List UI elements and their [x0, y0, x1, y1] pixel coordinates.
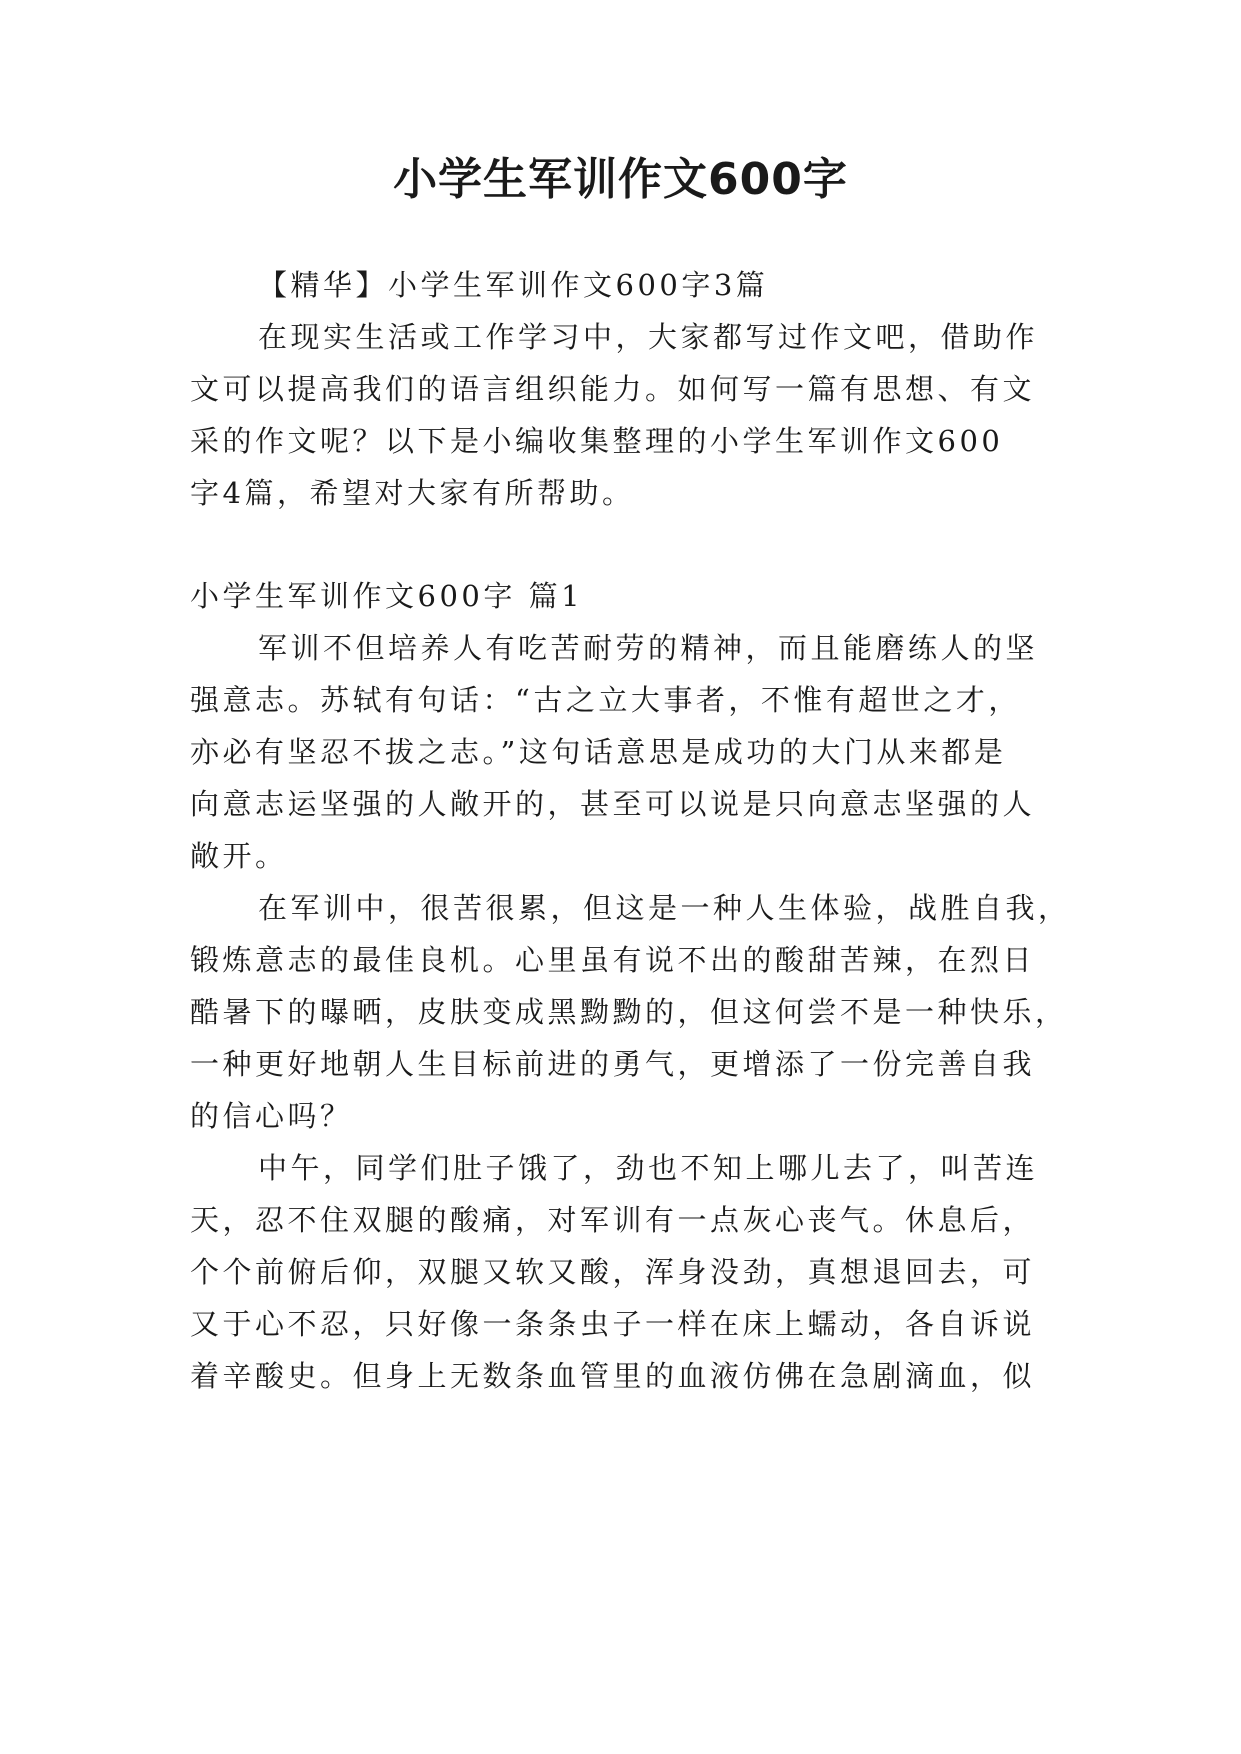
paragraph-line: 军训不但培养人有吃苦耐劳的精神，而且能磨练人的坚: [258, 631, 1039, 665]
paragraph-line: 向意志运坚强的人敞开的，甚至可以说是只向意志坚强的人: [190, 787, 1036, 821]
document-title: 小学生军训作文600字: [393, 154, 848, 205]
paragraph-line: 又于心不忍，只好像一条条虫子一样在床上蠕动，各自诉说: [190, 1307, 1036, 1341]
document-subtitle: 【精华】小学生军训作文600字3篇: [258, 268, 769, 302]
paragraph-line: 中午，同学们肚子饿了，劲也不知上哪儿去了，叫苦连: [258, 1151, 1039, 1185]
paragraph-line: 酷暑下的曝晒，皮肤变成黑黝黝的，但这何尝不是一种快乐，: [190, 995, 1068, 1029]
paragraph-line: 天，忍不住双腿的酸痛，对军训有一点灰心丧气。休息后，: [190, 1203, 1036, 1237]
paragraph-line: 亦必有坚忍不拔之志。”这句话意思是成功的大门从来都是: [190, 735, 1007, 769]
intro-line: 字4篇，希望对大家有所帮助。: [190, 476, 635, 510]
paragraph-line: 着辛酸史。但身上无数条血管里的血液仿佛在急剧滴血，似: [190, 1359, 1036, 1393]
paragraph-line: 在军训中，很苦很累，但这是一种人生体验，战胜自我，: [258, 891, 1071, 925]
intro-line: 在现实生活或工作学习中，大家都写过作文吧，借助作: [258, 320, 1039, 354]
section-heading: 小学生军训作文600字 篇1: [190, 579, 584, 613]
paragraph-line: 敞开。: [190, 839, 288, 873]
paragraph-line: 的信心吗？: [190, 1099, 353, 1133]
paragraph-line: 一种更好地朝人生目标前进的勇气，更增添了一份完善自我: [190, 1047, 1036, 1081]
paragraph-line: 个个前俯后仰，双腿又软又酸，浑身没劲，真想退回去，可: [190, 1255, 1036, 1289]
paragraph-line: 锻炼意志的最佳良机。心里虽有说不出的酸甜苦辣，在烈日: [190, 943, 1036, 977]
intro-line: 文可以提高我们的语言组织能力。如何写一篇有思想、有文: [190, 372, 1036, 406]
intro-line: 采的作文呢？以下是小编收集整理的小学生军训作文600: [190, 424, 1004, 458]
paragraph-line: 强意志。苏轼有句话：“古之立大事者，不惟有超世之才，: [190, 683, 1021, 717]
